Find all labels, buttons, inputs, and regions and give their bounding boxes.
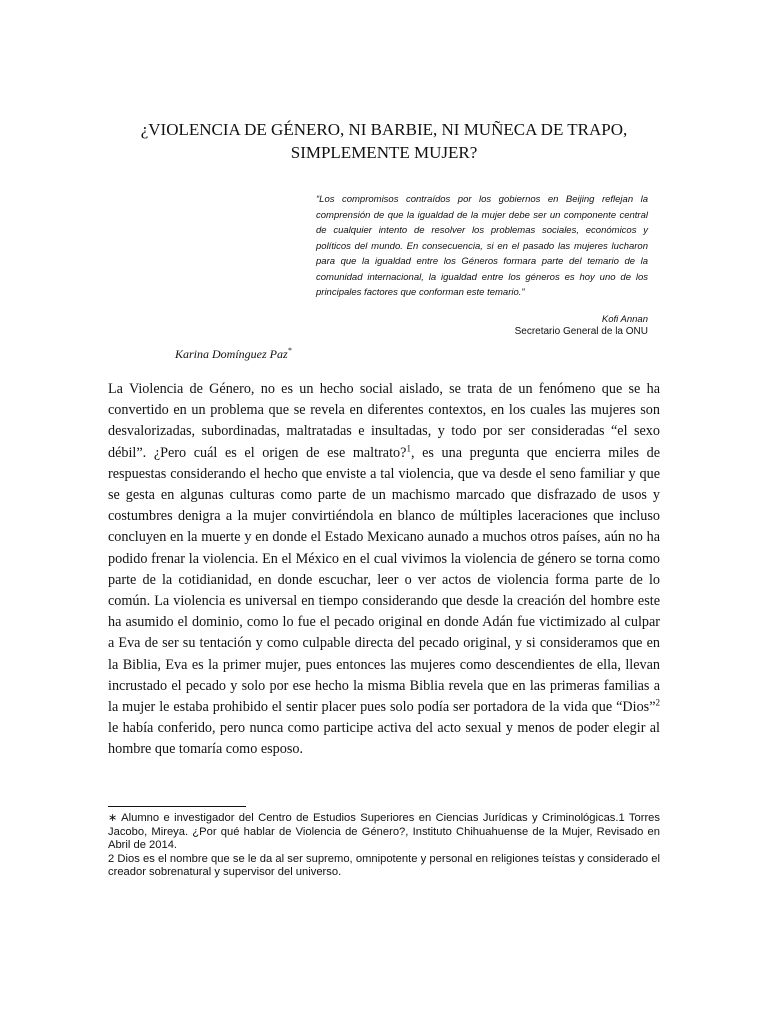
- body-paragraph: [108, 379, 660, 761]
- body-text-part-2: , es una pregunta que encierra miles de respuestas considerando el hecho que enviste a tal violencia, que va desde el seno familiar y que se gesta en algunas culturas como parte de un machismo marcado que disfrazado de usos y costumbres denigra a la mujer convirtiéndola en blanco de múltiples laceraciones que incluso concluyen en la muerte y en donde el Estado Mexicano aunado a muchos otros países, aún no ha podido frenar la violencia. En el México en el cual vivimos la violencia de género se torna como parte de la cotidianidad, en donde escuchar, leer o ver actos de violencia forma parte de lo común. La violencia es universal en tiempo considerando que desde la creación del hombre este ha asumido el dominio, como lo fue el pecado original en donde Adán fue victimizado al culpar a Eva de ser su tentación y como culpable directa del pecado original, y si consideramos que en la Biblia, Eva es la primer mujer, pues entonces las mujeres como descendientes de ella, llevan incrustado el pecado y solo por ese hecho la misma Biblia revela que en las primeras familias a la mujer le estaba prohibido el sentir placer pues solo podía ser portadora de la vida que “Dios”: [108, 444, 660, 716]
- body-text-part-1: La Violencia de Género, no es un hecho social aislado, se trata de un fenómeno que se ha convertido en un problema que se revela en diferentes contextos, en los cuales las mujeres son desvalorizadas, subordinadas, maltratadas e insultadas, y todo por ser consideradas “el sexo débil”. ¿Pero cuál es el origen de ese maltrato?: [108, 381, 660, 461]
- footnote-ref-1: 1: [406, 442, 411, 453]
- epigraph-attribution-name: Kofi Annan: [601, 314, 648, 325]
- author-name-text: Karina Domínguez Paz: [175, 347, 288, 361]
- footnote-2: 2 Dios es el nombre que se le da al ser supremo, omnipotente y personal en religiones teístas y considerado el creador sobrenatural y supervisor del universo.: [108, 852, 660, 879]
- title-line-2: SIMPLEMENTE MUJER?: [290, 143, 478, 162]
- author-footnote-mark: *: [287, 346, 292, 355]
- epigraph-quote: “Los compromisos contraídos por los gobiernos en Beijing reflejan la comprensión de que la igualdad de la mujer debe ser un componente central de cualquier intento de resolver los problemas sociales, económicos y políticos del mundo. En consecuencia, si en el pasado las mujeres lucharon para que la igualdad entre los Géneros formara parte del temario de la comunidad internacional, la igualdad entre los géneros es hoy uno de los principales factores que conforman este temario.”: [316, 194, 648, 298]
- title-line-1: ¿VIOLENCIA DE GÉNERO, NI BARBIE, NI MUÑECA DE TRAPO,: [140, 120, 628, 139]
- footnote-1: ∗ Alumno e investigador del Centro de Estudios Superiores en Ciencias Jurídicas y Criminológicas.1 Torres Jacobo, Mireya. ¿Por qué hablar de Violencia de Género?, Instituto Chihuahuense de la Mujer, Revisado en Abril de 2014.: [108, 812, 660, 852]
- body-text-part-3: le había conferido, pero nunca como participe activa del acto sexual y menos de poder elegir al hombre que tomaría como esposo.: [108, 720, 660, 758]
- document-title: [108, 118, 660, 164]
- epigraph-attribution-role: Secretario General de la ONU: [514, 326, 648, 337]
- footnote-ref-2: 2: [655, 697, 660, 708]
- footnote-separator: [108, 806, 246, 807]
- footnotes: [108, 812, 660, 880]
- author-name: [175, 346, 292, 362]
